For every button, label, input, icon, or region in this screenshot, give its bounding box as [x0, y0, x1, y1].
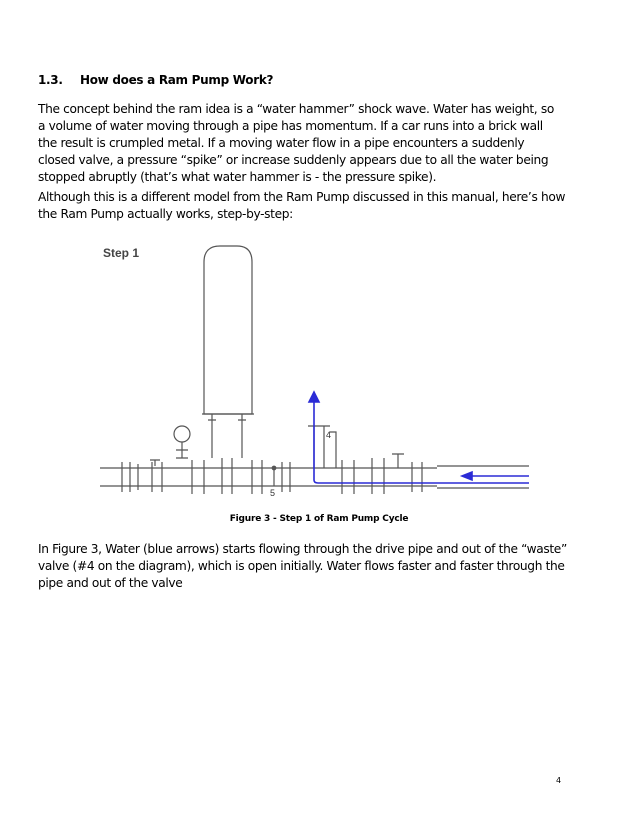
section-heading [38, 73, 273, 87]
text-line: The concept behind the ram idea is a “water hammer” shock wave. Water has weight, so [38, 102, 554, 116]
lead-in-paragraph [38, 189, 594, 223]
section-number: 1.3. [38, 73, 63, 87]
section-title: How does a Ram Pump Work? [80, 73, 274, 87]
text-line: the Ram Pump actually works, step-by-step: [38, 207, 293, 221]
label-5: 5 [270, 488, 276, 498]
text-line: the result is crumpled metal. If a moving water flow in a pipe encounters a suddenly [38, 136, 525, 150]
text-line: a volume of water moving through a pipe has momentum. If a car runs into a brick wall [38, 119, 543, 133]
label-4: 4 [326, 430, 332, 440]
ram-pump-diagram [92, 236, 537, 504]
text-line: In Figure 3, Water (blue arrows) starts flowing through the drive pipe and out of the “waste” [38, 542, 567, 556]
step-label: Step 1 [103, 246, 140, 260]
intro-paragraph [38, 101, 594, 186]
text-line: closed valve, a pressure “spike” or increase suddenly appears due to all the water being [38, 153, 549, 167]
figure-description-paragraph [38, 541, 594, 592]
text-line: valve (#4 on the diagram), which is open initially. Water flows faster and faster through the [38, 559, 565, 573]
text-line: Although this is a different model from the Ram Pump discussed in this manual, here’s how [38, 190, 566, 204]
text-line: stopped abruptly (that’s what water hammer is - the pressure spike). [38, 170, 437, 184]
figure-caption: Figure 3 - Step 1 of Ram Pump Cycle [229, 514, 409, 524]
page-number: 4 [556, 776, 562, 785]
text-line: pipe and out of the valve [38, 576, 183, 590]
